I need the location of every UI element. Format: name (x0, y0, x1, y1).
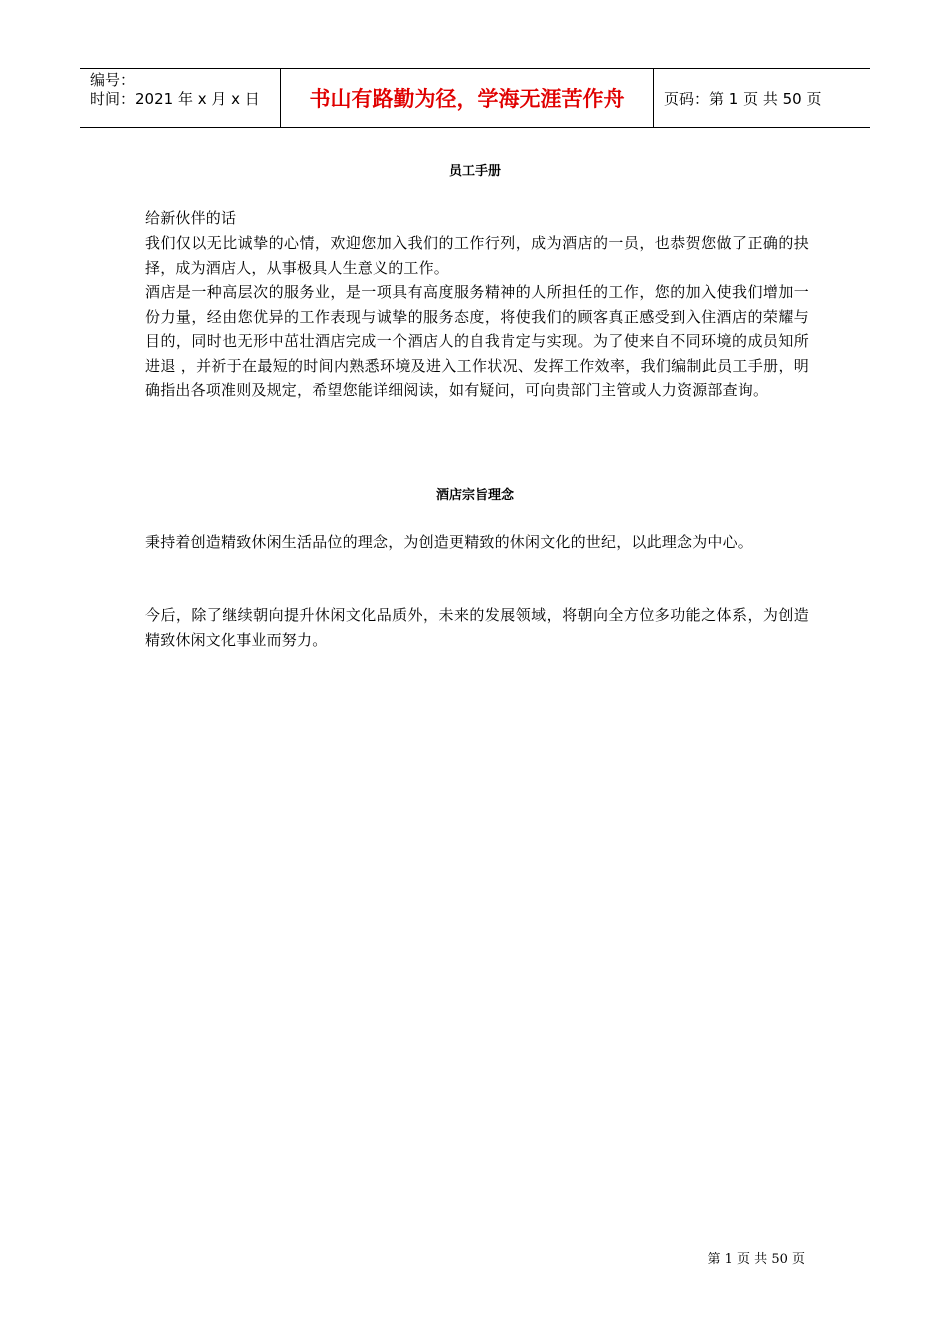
document-number-label: 编号： (90, 71, 136, 89)
hotel-intro-paragraph: 酒店是一种高层次的服务业，是一项具有高度服务精神的人所担任的工作，您的加入使我们增加一份力量，经由您优异的工作表现与诚挚的服务态度，将使我们的顾客真正感受到入住酒店的荣耀与目的，同时也无形中茁壮酒店完成一个酒店人的自我肯定与实现。为了使来自不同环境的成员知所进退 ，并祈于在最短的时间内熟悉环境及进入工作状况、发挥工作效率，我们编制此员工手册，明确指出各项准则及规定，希望您能详细阅读，如有疑问，可向贵部门主管或人力资源部查询。 (145, 283, 809, 399)
page-footer: 第 1 页 共 50 页 (707, 1252, 805, 1267)
document-date: 时间：2021 年 x 月 x 日 (90, 90, 260, 108)
header-meta (80, 69, 281, 127)
section-title: 酒店宗旨理念 (435, 488, 514, 503)
welcome-paragraph: 我们仅以无比诚挚的心情，欢迎您加入我们的工作行列，成为酒店的一员，也恭贺您做了正确的抉择，成为酒店人，从事极具人生意义的工作。 (145, 234, 809, 277)
philosophy-paragraph: 秉持着创造精致休闲生活品位的理念，为创造更精致的休闲文化的世纪，以此理念为中心。 (145, 533, 754, 551)
greeting-heading: 给新伙伴的话 (145, 209, 237, 227)
header-motto: 书山有路勤为径，学海无涯苦作舟 (281, 69, 654, 127)
document-title: 员工手册 (448, 164, 501, 179)
future-paragraph: 今后，除了继续朝向提升休闲文化品质外，未来的发展领域，将朝向全方位多功能之体系，为创造精致休闲文化事业而努力。 (145, 606, 809, 649)
page-header (80, 68, 870, 128)
header-page-number: 页码：第 1 页 共 50 页 (664, 89, 822, 108)
